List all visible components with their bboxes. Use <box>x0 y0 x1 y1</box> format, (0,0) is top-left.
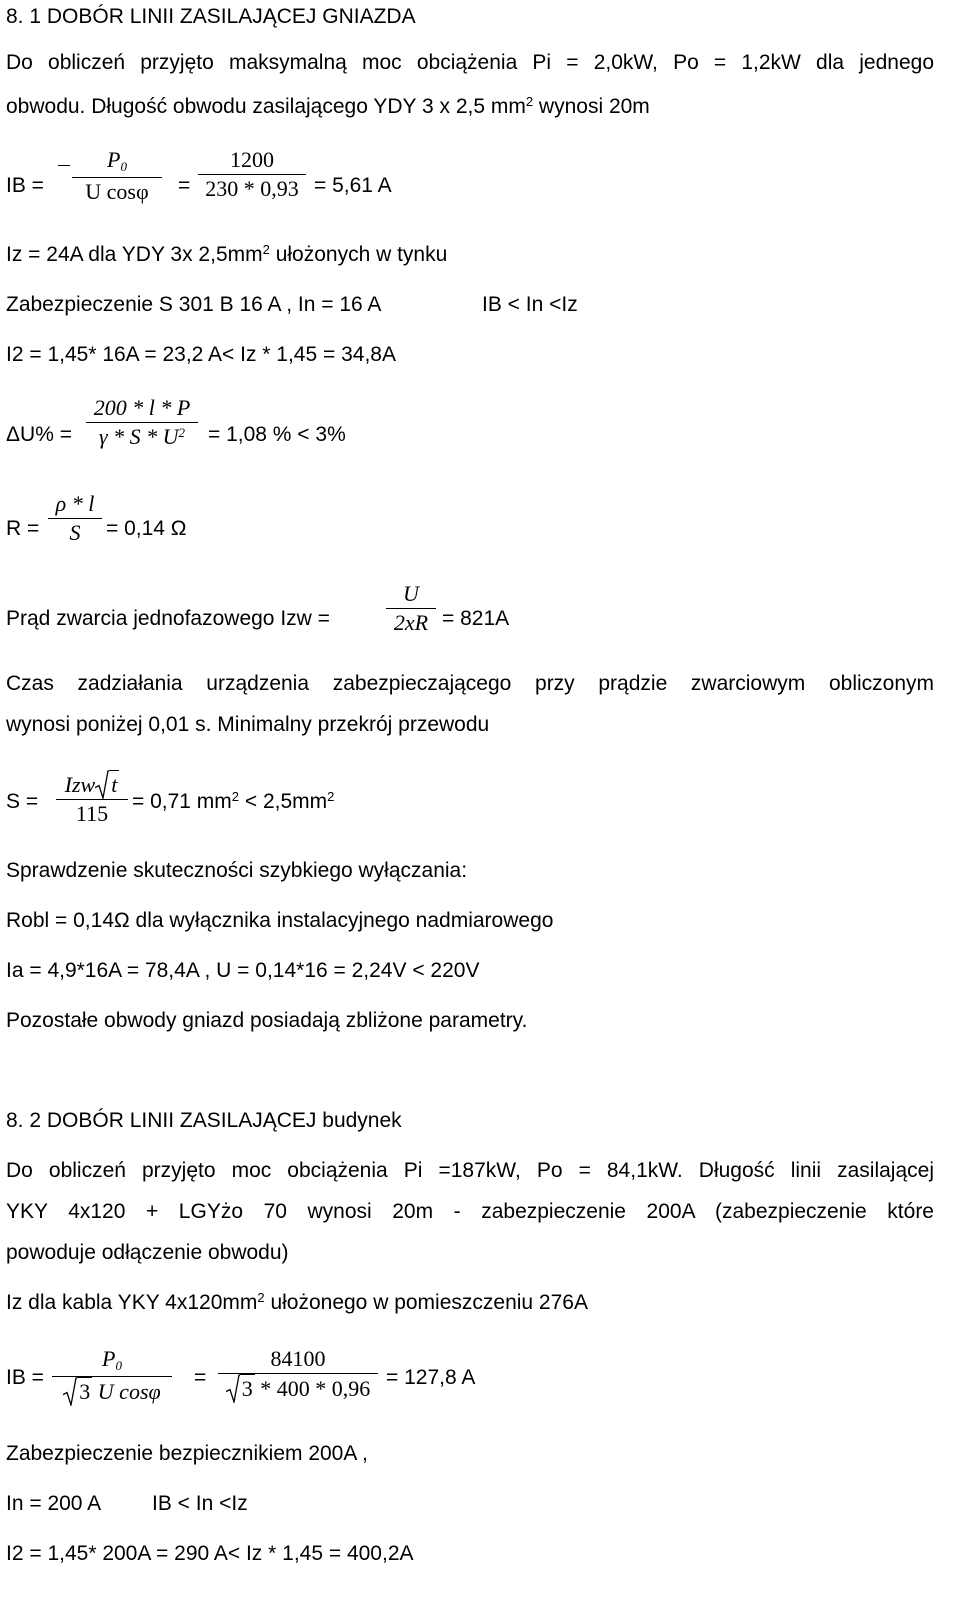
izw-fraction: U 2xR <box>386 580 436 637</box>
check-line: Sprawdzenie skuteczności szybkiego wyłączania: <box>6 859 468 882</box>
ib-fraction-2: 1200 230 * 0,93 <box>198 146 306 203</box>
s-result: = 0,71 $mm^2 < 2,5mm^2$ <box>132 789 335 813</box>
i2-line: I2 = 1,45* 16A = 23,2 A< Iz * 1,45 = 34,8A <box>6 343 396 366</box>
in-line: In = 200 A <box>6 1492 102 1515</box>
du-fraction: 200 * l * P γ * S * $U^2$ <box>86 394 198 454</box>
section-1-heading: 8. 1 DOBÓR LINII ZASILAJĄCEJ GNIAZDA <box>6 5 416 28</box>
section-2-heading: 8. 2 DOBÓR LINII ZASILAJĄCEJ budynek <box>6 1109 402 1132</box>
protection-line: Zabezpieczenie S 301 B 16 A , In = 16 A <box>6 293 382 316</box>
formula-dash <box>58 165 70 166</box>
ib2-fraction-1: $P_0$ 3 U cosφ <box>52 1345 172 1406</box>
ib2-result: = 127,8 A <box>386 1366 476 1389</box>
time-line-2: wynosi poniżej 0,01 s. Minimalny przekrój przewodu <box>6 713 490 736</box>
ib2-label: IB = <box>6 1366 44 1389</box>
section-2-i2-line: I2 = 1,45* 200A = 290 A< Iz * 1,45 = 400,2A <box>6 1542 414 1565</box>
section-2-intro-line-3: powoduje odłączenie obwodu) <box>6 1241 289 1264</box>
ia-line: Ia = 4,9*16A = 78,4A , U = 0,14*16 = 2,24V < 220V <box>6 959 480 982</box>
protection-condition: IB < In <Iz <box>482 293 578 316</box>
ib-fraction-1: $P_0$ U cosφ <box>72 146 162 206</box>
s-label: S = <box>6 790 39 813</box>
section-1-intro-line-1: Do obliczeń przyjęto maksymalną moc obciążenia Pi = 2,0kW, Po = 1,2kW dla jednego <box>6 51 934 74</box>
section-2-iz-line: Iz dla kabla YKY $4x120mm^2$ ułożonego w pomieszczeniu 276A <box>6 1290 588 1314</box>
du-label: ΔU% = <box>6 423 72 446</box>
ib-equals: = <box>178 174 191 197</box>
time-line-1: Czas zadziałania urządzenia zabezpieczającego przy prądzie zwarciowym obliczonym <box>6 672 934 695</box>
others-line: Pozostałe obwody gniazd posiadają zbliżone parametry. <box>6 1009 528 1032</box>
izw-result: = 821A <box>442 607 510 630</box>
r-label: R = <box>6 517 40 540</box>
in-condition: IB < In <Iz <box>152 1492 248 1515</box>
du-result: = 1,08 % < 3% <box>208 423 346 446</box>
ib-label: IB = <box>6 174 44 197</box>
fuse-line: Zabezpieczenie bezpiecznikiem 200A , <box>6 1442 368 1465</box>
section-2-intro-line-2: YKY 4x120 + LGYżo 70 wynosi 20m - zabezpieczenie 200A (zabezpieczenie które <box>6 1200 934 1223</box>
robl-line: Robl = 0,14Ω dla wyłącznika instalacyjnego nadmiarowego <box>6 909 554 932</box>
izw-label: Prąd zwarcia jednofazowego Izw = <box>6 607 330 630</box>
section-1-intro-line-2: obwodu. Długość obwodu zasilającego YDY 3 x 2,5 $mm^2$ wynosi 20m <box>6 94 650 118</box>
ib2-equals: = <box>194 1366 207 1389</box>
section-2-intro-line-1: Do obliczeń przyjęto moc obciążenia Pi =187kW, Po = 84,1kW. Długość linii zasilającej <box>6 1159 934 1182</box>
iz-line: Iz = 24A dla YDY 3x $2,5mm^2$ ułożonych w tynku <box>6 242 448 266</box>
ib-result: = 5,61 A <box>314 174 392 197</box>
r-fraction: ρ * l S <box>48 490 102 547</box>
s-fraction: Izw t 115 <box>56 770 128 828</box>
ib2-fraction-2: 84100 3 * 400 * 0,96 <box>218 1345 378 1403</box>
r-result: = 0,14 Ω <box>106 517 187 540</box>
